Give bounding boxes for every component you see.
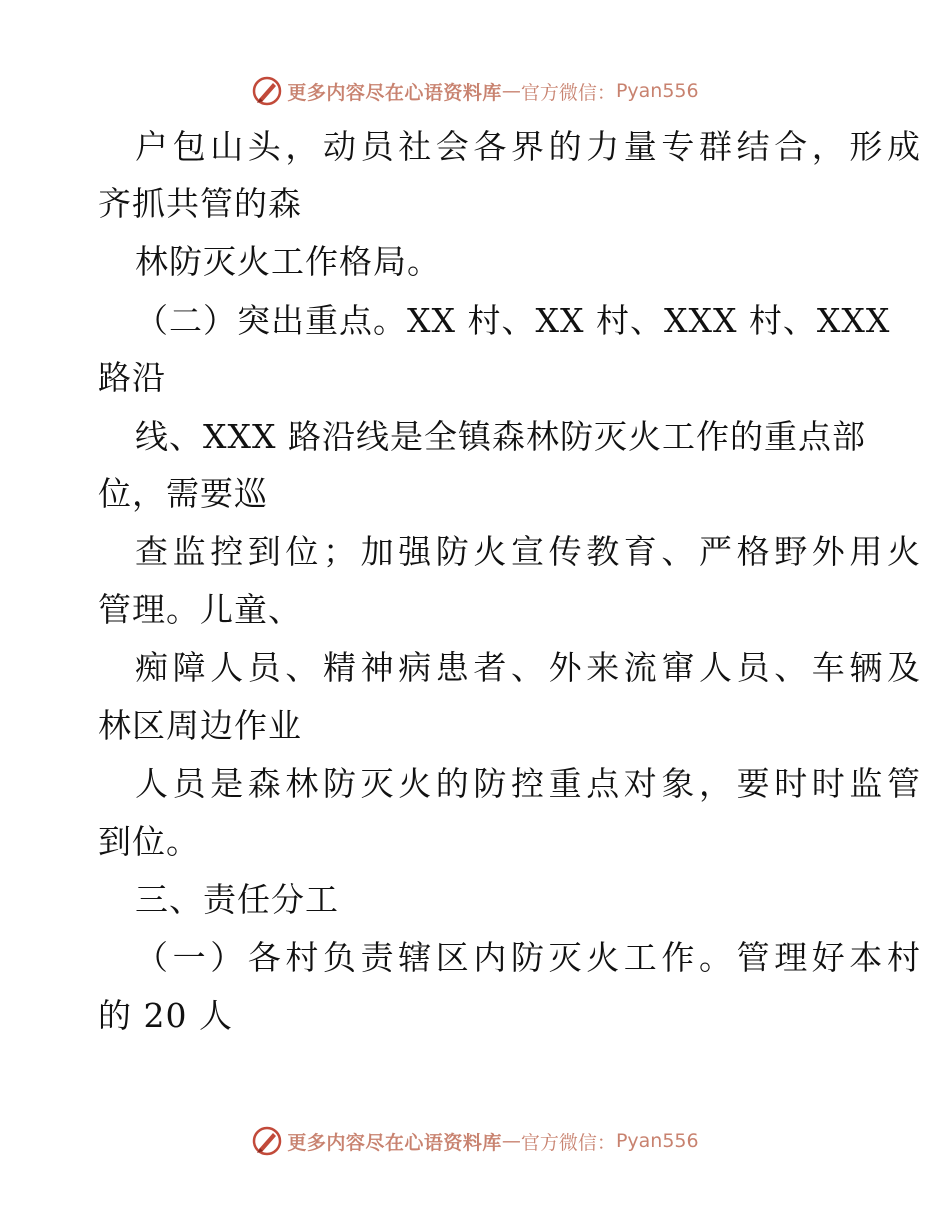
wechat-id: Pyan556	[615, 80, 699, 102]
body-line-12: 人员是森林防灭火的防控重点对象，要时时监管	[135, 764, 925, 803]
body-line-11: 林区周边作业	[98, 706, 302, 745]
wechat-label: 官方微信：	[520, 1131, 616, 1154]
footer-banner	[0, 1121, 950, 1161]
wechat-label: 官方微信：	[520, 81, 616, 104]
body-line-9: 管理。儿童、	[98, 590, 302, 629]
body-line-6: 线、XXX 路沿线是全镇森林防灭火工作的重点部	[135, 417, 866, 456]
body-line-15: （一）各村负责辖区内防灭火工作。管理好本村	[135, 938, 925, 977]
banner-dash: —	[501, 80, 521, 102]
body-line-5: 路沿	[98, 358, 166, 397]
pen-logo-icon	[251, 1125, 283, 1157]
banner-text: 更多内容尽在心语资料库	[287, 81, 502, 104]
body-line-8: 查监控到位；加强防火宣传教育、严格野外用火	[135, 532, 925, 571]
body-line-3: 林防灭火工作格局。	[135, 242, 441, 281]
body-line-10: 痴障人员、精神病患者、外来流窜人员、车辆及	[135, 648, 925, 687]
body-line-7: 位，需要巡	[98, 474, 268, 513]
wechat-id: Pyan556	[615, 1130, 699, 1152]
banner-text: 更多内容尽在心语资料库	[287, 1131, 502, 1154]
banner-dash: —	[501, 1130, 521, 1152]
body-line-1: 户包山头，动员社会各界的力量专群结合，形成	[135, 127, 925, 166]
body-line-16: 的 20 人	[98, 996, 233, 1035]
body-line-4: （二）突出重点。XX 村、XX 村、XXX 村、XXX	[135, 301, 891, 340]
section-heading: 三、责任分工	[135, 880, 339, 919]
body-line-13: 到位。	[98, 822, 200, 861]
body-line-2: 齐抓共管的森	[98, 184, 302, 223]
